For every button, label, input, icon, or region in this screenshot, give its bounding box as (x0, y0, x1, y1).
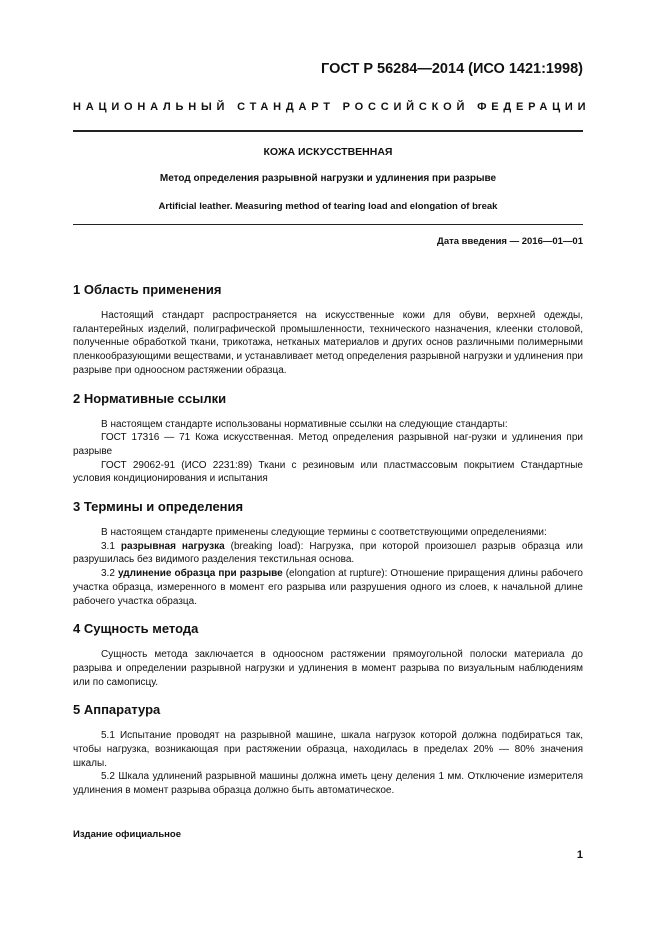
paragraph: В настоящем стандарте использованы нормативные ссылки на следующие стандарты: (101, 418, 508, 430)
term-text: (elongation at rupture): Отношение приращения длины рабочего участка образца, измеренного в момент его разрыва или разрушения одного из слоев, к начальной длине рабочего участка образца. (73, 568, 583, 607)
document-body (73, 282, 583, 811)
term-text: (breaking load): Нагрузка, при которой произошел разрыв образца или разрушилась без видимого разделения текстильная основа. (73, 540, 584, 566)
section-heading: 1 Область применения (73, 282, 222, 297)
term-number: 3.2 (101, 568, 118, 580)
term-name: разрывная нагрузка (120, 540, 225, 552)
term-name: удлинение образца при разрыве (117, 568, 283, 580)
section-normative-references (73, 391, 583, 487)
paragraph: ГОСТ 29062-91 (ИСО 2231:89) Ткани с резиновым или пластмассовым покрытием Стандартные условия кондиционирования и испытания (73, 459, 583, 485)
term-definition (73, 540, 583, 567)
title-divider (73, 224, 583, 225)
document-subtitle-en: Artificial leather. Measuring method of tearing load and elongation of break (158, 201, 498, 212)
paragraph: Настоящий стандарт распространяется на искусственные кожи для обуви, верхней одежды, галантерейных изделий, полиграфической промышленности, технического назначения, клеенки столовой, полученные обработкой ткани, трикотажа, нетканых материалов и других основ различными полимерными пленкообразующими веществами, и устанавливает метод определения разрывной нагрузки и удлинения при разрыве при одноосном растяжении образца. (73, 310, 583, 376)
official-edition-note: Издание официальное (73, 829, 181, 840)
section-heading: 2 Нормативные ссылки (73, 390, 227, 406)
paragraph: Сущность метода заключается в одноосном растяжении прямоугольной полоски материала до разрыва и определении разрывной нагрузки и удлинения в момент разрыва по визуальным наблюдениям или по самописцу. (73, 649, 583, 688)
introduction-date: Дата введения — 2016—01—01 (437, 236, 583, 247)
header-divider (73, 130, 583, 132)
section-apparatus (73, 702, 583, 798)
standard-code: ГОСТ Р 56284—2014 (ИСО 1421:1998) (321, 61, 583, 77)
section-scope (73, 282, 583, 378)
term-number: 3.1 (101, 540, 121, 552)
national-standard-banner: НАЦИОНАЛЬНЫЙ СТАНДАРТ РОССИЙСКОЙ ФЕДЕРАЦИИ (73, 101, 591, 113)
document-title: КОЖА ИСКУССТВЕННАЯ (263, 146, 393, 158)
section-heading: 5 Аппаратура (73, 702, 161, 718)
section-heading: 3 Термины и определения (73, 499, 244, 515)
document-subtitle-ru: Метод определения разрывной нагрузки и удлинения при разрыве (159, 173, 497, 184)
page-number: 1 (576, 849, 583, 861)
paragraph: 5.1 Испытание проводят на разрывной машине, шкала нагрузок которой должна подбираться так, чтобы нагрузка, возникающая при растяжении образца, находилась в пределах 20% — 80% значения шкалы. (73, 730, 583, 769)
section-terms (73, 499, 583, 608)
section-method-essence (73, 621, 583, 689)
term-definition (73, 567, 583, 608)
paragraph: 5.2 Шкала удлинений разрывной машины должна иметь цену деления 1 мм. Отключение измерителя удлинения в момент разрыва образца должно быть автоматическое. (73, 771, 583, 797)
paragraph: В настоящем стандарте применены следующие термины с соответствующими определениями: (101, 527, 547, 539)
section-heading: 4 Сущность метода (73, 621, 199, 637)
paragraph: ГОСТ 17316 — 71 Кожа искусственная. Метод определения разрывной наг-рузки и удлинения при разрыве (73, 432, 583, 457)
